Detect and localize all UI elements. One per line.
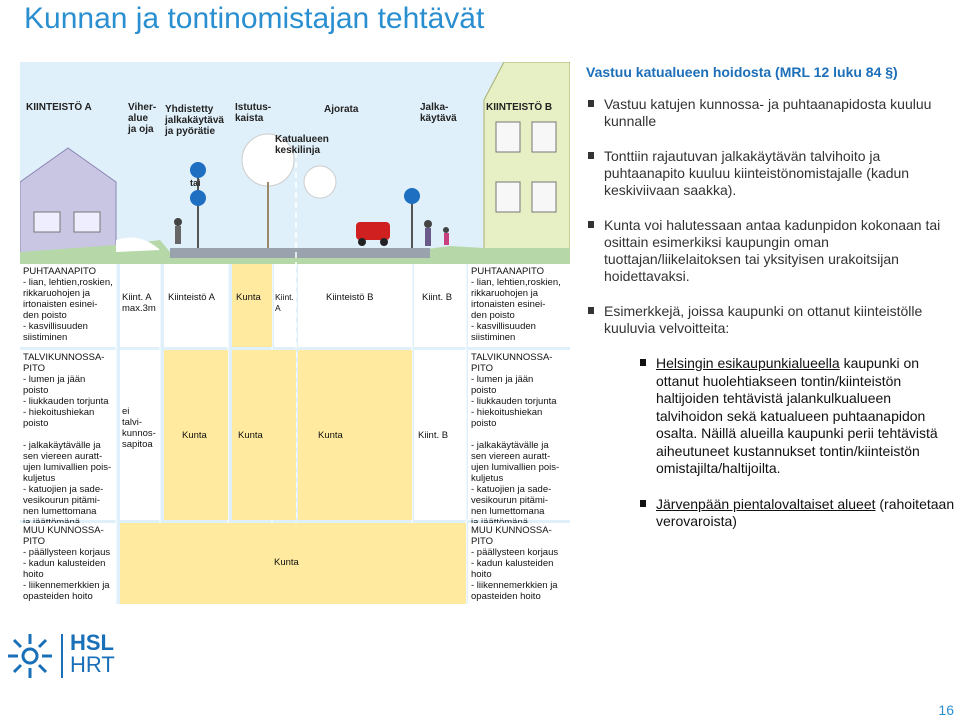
- sub-bullet-helsinki: [638, 355, 956, 478]
- hsl-logo: [4, 630, 114, 687]
- cell-r2-kiint-b: Kiint. B: [414, 350, 466, 520]
- house-a: [20, 148, 116, 262]
- pedestrian-sign-icon: [404, 188, 420, 204]
- tree-crown-icon: [304, 166, 336, 198]
- page-number: 16: [938, 702, 954, 718]
- cell-r1-kunta: Kunta: [232, 264, 272, 347]
- cell-r1-kiint-b: Kiint. B: [414, 264, 466, 347]
- cell-r1-kiint-a2: Kiint. A: [274, 264, 296, 347]
- row-muu-left: MUU KUNNOSSA- PITO - päällysteen korjaus - kadun kalusteiden hoito - liikennemerkkien ja opasteiden hoito: [20, 523, 116, 604]
- person-icon: [174, 218, 182, 226]
- person-icon: [424, 220, 432, 228]
- road-surface: [170, 248, 430, 258]
- logo-hsl-text: HSL: [70, 630, 114, 655]
- bullet-4: Esimerkkejä, joissa kaupunki on ottanut kiinteistölle kuuluvia velvoitteita:: [586, 303, 956, 337]
- page-title: Kunnan ja tontinomistajan tehtävät: [24, 2, 485, 35]
- jarvenpaa-text: (rahoitetaan verovaroista): [656, 495, 955, 529]
- cell-r1-kiint-a: Kiint. A max.3m: [120, 264, 160, 347]
- bullet-1: Vastuu katujen kunnossa- ja puhtaanapidosta kuuluu kunnalle: [586, 96, 956, 130]
- row-puhtaanapito-left: PUHTAANAPITO - lian, lehtien,roskien, rikkaruohojen ja irtonaisten esinei- den poisto - kasvillisuuden siistiminen: [20, 264, 116, 347]
- logo-hrt-text: HRT: [70, 652, 115, 677]
- cell-r1-kiinteisto-b: Kiinteistö B: [298, 264, 412, 347]
- bullet-2: Tonttiin rajautuvan jalkakäytävän talvihoito ja puhtaanapito kuuluu kiinteistönomistajalle (kadun keskiviivaan saakka).: [586, 148, 956, 199]
- label-ajorata: Ajorata: [324, 104, 359, 115]
- label-jalkakaytava: Jalka- käytävä: [420, 102, 457, 124]
- responsibility-text: [586, 64, 956, 531]
- child-icon: [443, 227, 449, 233]
- window-icon: [34, 212, 60, 232]
- jarvenpaa-link[interactable]: Järvenpään pientalovaltaiset alueet: [656, 495, 876, 512]
- street-maintenance-diagram: [20, 62, 570, 604]
- house-b: [484, 62, 570, 262]
- window-icon: [532, 122, 556, 152]
- responsibility-heading: Vastuu katualueen hoidosta (MRL 12 luku 84 §): [586, 64, 898, 80]
- cell-r3-kunta: Kunta: [120, 523, 466, 604]
- label-kiinteisto-a: KIINTEISTÖ A: [26, 102, 92, 113]
- bullet-3: Kunta voi halutessaan antaa kadunpidon kokonaan tai osittain esimerkiksi kaupungin oman tuottajan/liikelaitoksen tai yksityisen urakoitsijan hoidettavaksi.: [586, 217, 956, 285]
- bicycle-sign-icon: [190, 162, 206, 178]
- cell-r1-kiinteisto-a: Kiinteistö A: [164, 264, 228, 347]
- cell-r2-kunta-c: Kunta: [298, 350, 412, 520]
- helsinki-link[interactable]: Helsingin esikaupunkialueella: [656, 355, 840, 371]
- label-istutuskaista: Istutus- kaista: [235, 102, 272, 124]
- car-icon: [356, 222, 390, 240]
- window-icon: [74, 212, 100, 232]
- window-icon: [532, 182, 556, 212]
- row-talvi-left: TALVIKUNNOSSA- PITO - lumen ja jään poisto - liukkauden torjunta - hiekoitushiekan poisto - jalkakäytävälle ja sen viereen auratt- ujen lumivallien pois- kuljetus - katuojien ja sade- vesikourun pitämi- nen lumettomana: [20, 350, 116, 520]
- row-puhtaanapito-right: PUHTAANAPITO - lian, lehtien,roskien, rikkaruohojen ja irtonaisten esinei- den poisto - kasvillisuuden siistiminen: [468, 264, 570, 347]
- sub-bullet-jarvenpaa: [638, 496, 956, 531]
- cell-r2-ei-talvi: ei talvi- kunnos- sapitoa: [120, 350, 160, 520]
- window-icon: [496, 122, 520, 152]
- row-muu-right: MUU KUNNOSSA- PITO - päällysteen korjaus - kadun kalusteiden hoito - liikennemerkkien ja opasteiden hoito: [468, 523, 570, 604]
- label-yhdistetty: Yhdistetty jalkakäytävä ja pyörätie: [165, 104, 224, 137]
- helsinki-text: kaupunki on ottanut huolehtiakseen tontin/kiinteistön haltijoiden tehtävistä jalankulkualueen talvihoidon sekä katualueen puhtaanapidon osalta. Näillä alueilla kaupunki perii tehtävistä aiheutuneet kustannukset tontin/kiinteistön omistajilta/haltijoilta.: [656, 355, 938, 476]
- label-viheralue: Viher- alue ja oja: [128, 102, 157, 135]
- label-keskilinja: Katualueen keskilinja: [275, 134, 329, 156]
- label-tai: tai: [190, 178, 201, 188]
- cell-r2-kunta-a: Kunta: [164, 350, 228, 520]
- row-talvi-right: TALVIKUNNOSSA- PITO - lumen ja jään poisto - liukkauden torjunta - hiekoitushiekan poisto - jalkakäytävälle ja sen viereen auratt- ujen lumivallien pois- kuljetus - katuojien ja sade- vesikourun pitämi- nen lumettomana: [468, 350, 570, 520]
- label-kiinteisto-b: KIINTEISTÖ B: [486, 102, 553, 113]
- cell-r2-kunta-b: Kunta: [232, 350, 296, 520]
- pedestrian-sign-icon: [190, 190, 206, 206]
- window-icon: [496, 182, 520, 212]
